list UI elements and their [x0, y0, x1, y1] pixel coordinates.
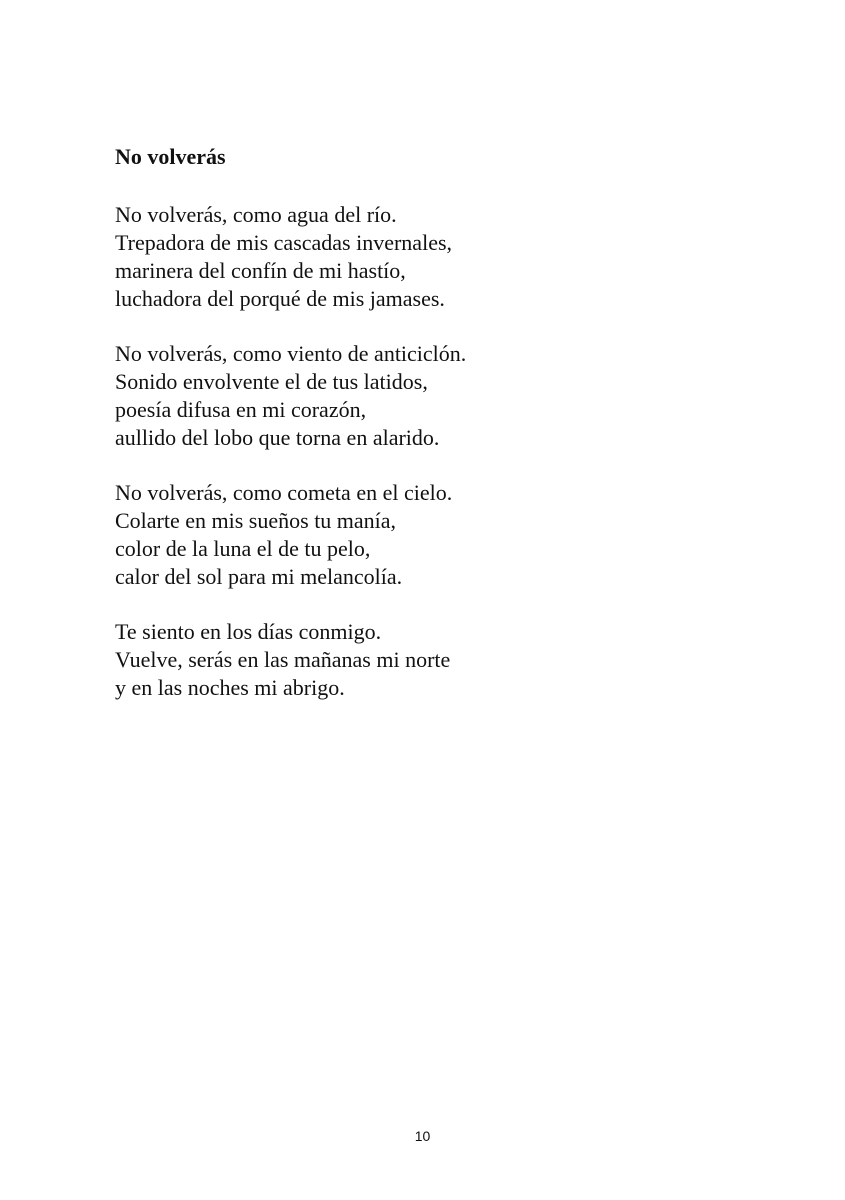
poem-line: aullido del lobo que torna en alarido. [115, 425, 440, 450]
stanza-4 [115, 618, 755, 702]
stanza-2 [115, 340, 755, 452]
poem-line: y en las noches mi abrigo. [115, 675, 345, 700]
stanza-3 [115, 479, 755, 591]
poem-title: No volverás [115, 144, 226, 169]
poem-line: Sonido envolvente el de tus latidos, [115, 369, 428, 394]
stanza-1 [115, 201, 755, 313]
poem-line: Te siento en los días conmigo. [115, 619, 382, 644]
poem-line: No volverás, como viento de anticiclón. [115, 341, 467, 366]
poem-line: Trepadora de mis cascadas invernales, [115, 230, 453, 255]
page-number: 10 [414, 1128, 431, 1144]
poem-line: Vuelve, serás en las mañanas mi norte [115, 647, 451, 672]
poem-line: poesía difusa en mi corazón, [115, 397, 367, 422]
poem-line: Colarte en mis sueños tu manía, [115, 508, 397, 533]
poem-line: No volverás, como agua del río. [115, 202, 397, 227]
poem-line: marinera del confín de mi hastío, [115, 258, 406, 283]
poem-line: calor del sol para mi melancolía. [115, 564, 403, 589]
poem-line: color de la luna el de tu pelo, [115, 536, 371, 561]
poem-line: No volverás, como cometa en el cielo. [115, 480, 453, 505]
poem [115, 143, 755, 729]
poem-line: luchadora del porqué de mis jamases. [115, 286, 445, 311]
